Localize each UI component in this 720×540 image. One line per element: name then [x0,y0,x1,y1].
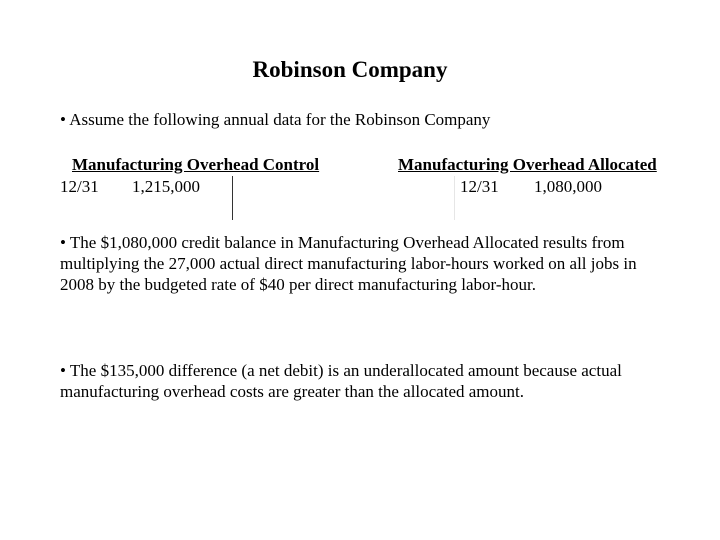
explanation-bullet-credit-balance: • The $1,080,000 credit balance in Manufacturing Overhead Allocated results from multiplying the 27,000 actual direct manufacturing labor-hours worked on all jobs in 2008 by the budgeted rate of $40 per direct manufacturing labor-hour. [60,233,637,294]
explanation-bullet-underallocated: • The $135,000 difference (a net debit) is an underallocated amount because actual manufacturing overhead costs are greater than the allocated amount. [60,361,622,401]
t-account-divider [232,176,233,220]
debit-date: 12/31 [60,177,99,196]
page-title: Robinson Company [252,57,448,82]
t-account-overhead-control [60,155,350,225]
intro-bullet: • Assume the following annual data for the Robinson Company [60,110,491,129]
t-account-divider [454,176,455,220]
t-account-title: Manufacturing Overhead Allocated [398,155,657,174]
credit-amount: 1,080,000 [534,177,602,196]
t-account-overhead-allocated [398,155,678,225]
debit-amount: 1,215,000 [132,177,200,196]
t-account-title: Manufacturing Overhead Control [72,155,320,174]
credit-date: 12/31 [460,177,499,196]
